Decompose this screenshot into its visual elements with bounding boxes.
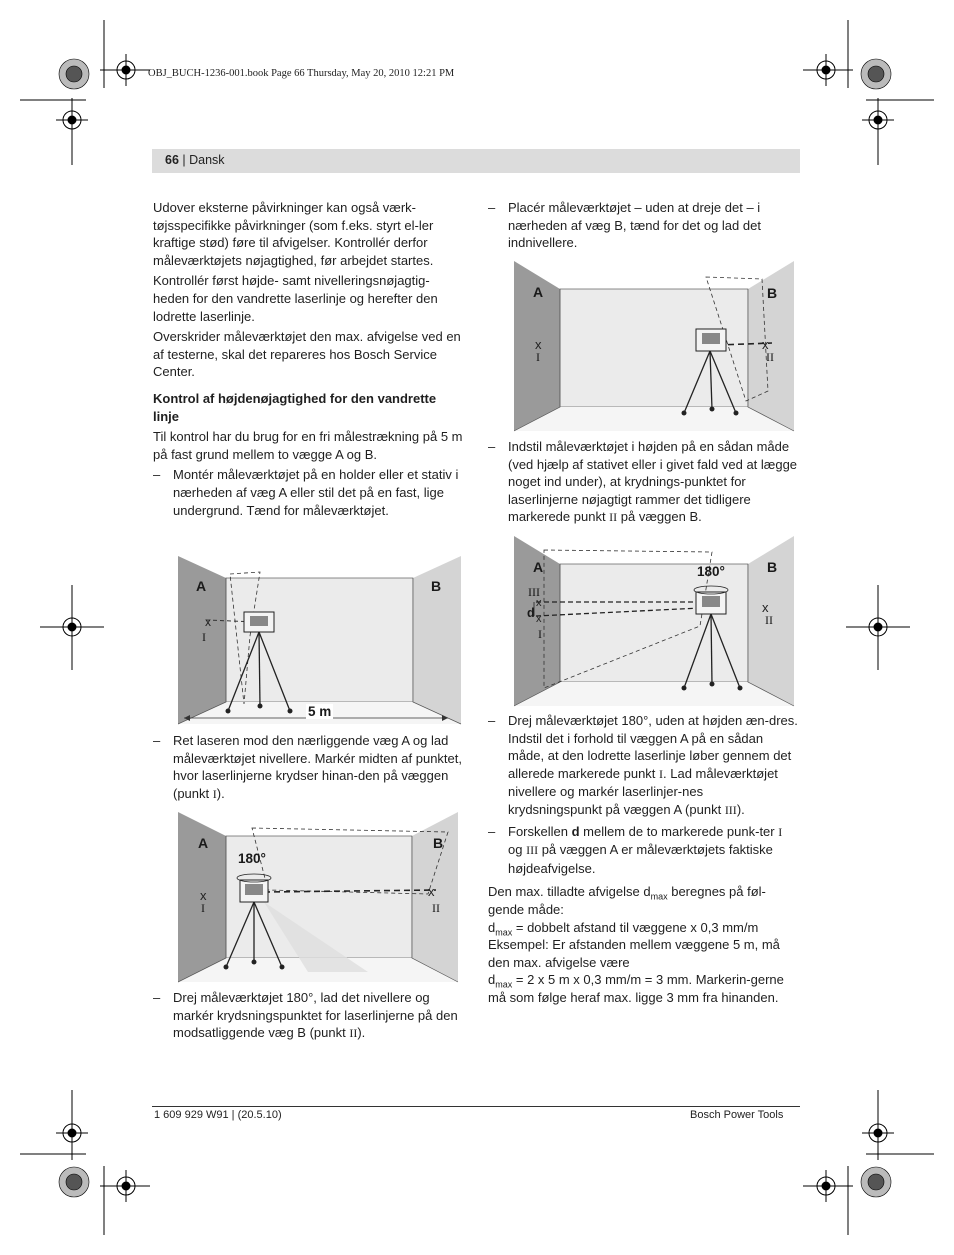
print-info: OBJ_BUCH-1236-001.book Page 66 Thursday, May 20, 2010 12:21 PM: [148, 68, 455, 79]
paragraph: Kontrollér først højde- samt nivelleringsnøjagtig-heden for den vandrette laserlinje og herefter den lodrette laserlinje.: [153, 273, 438, 324]
paragraph: Eksempel: Er afstanden mellem væggene 5 m, må den max. afvigelse være: [488, 937, 780, 970]
list-item: – Ret laseren mod den nærliggende væg A og lad måleværktøjet nivellere. Markér midten af punktet, hvor laserlinjerne krydser hinan-den på væggen (punkt I).: [153, 733, 462, 801]
point-b-label: II: [765, 613, 773, 627]
svg-text:x: x: [535, 337, 542, 352]
point-a-bottom-label: I: [538, 627, 542, 641]
header-separator: |: [178, 153, 190, 167]
wall-b-label: B: [767, 559, 778, 575]
list-item: – Placér måleværktøjet – uden at dreje det – i nærheden af væg B, tænd for det og lad det indnivellere.: [488, 200, 761, 251]
footer-brand: Bosch Power Tools: [690, 1109, 784, 1121]
section-title: Dansk: [189, 153, 225, 167]
paragraph: Den max. tilladte afvigelse $d_{max}$ beregnes på føl-gende måde:: [488, 884, 766, 917]
svg-text:x: x: [762, 600, 769, 615]
point-a-label: I: [536, 350, 540, 364]
wall-a-label: A: [533, 284, 544, 300]
point-a-label: I: [201, 901, 205, 915]
point-b-label: II: [432, 901, 440, 915]
point-b-label: II: [766, 350, 774, 364]
list-item: – Montér måleværktøjet på en holder eller et stativ i nærheden af væg A eller stil det på en fast, lige undergrund. Tænd for måleværktøjet.: [153, 467, 459, 518]
paragraph: Udover eksterne påvirkninger kan også værk-tøjsspecifikke påvirkninger (som f.eks. styrt el-ler kraftige stød) føre til afvigelser. Kontrollér derfor måleværktøjets nøjagtighed, før arbejdet startes.: [153, 200, 434, 268]
svg-text:x: x: [536, 613, 542, 625]
wall-b-label: B: [767, 285, 778, 301]
wall-b-label: B: [431, 578, 442, 594]
list-item: – Drej måleværktøjet 180°, lad det nivellere og markér krydsningspunktet for laserlinjerne på den modsatliggende væg B (punkt II).: [153, 990, 458, 1041]
angle-label: 180°: [238, 851, 266, 866]
formula: $d_{max}$ = dobbelt afstand til væggene x 0,3 mm/m: [488, 919, 759, 938]
distance-label: 5 m: [308, 704, 332, 719]
footer-doc-number: 1 609 929 W91 | (20.5.10): [154, 1109, 282, 1121]
page-number: 66: [165, 153, 179, 167]
formula: $d_{max} = 2$ x 5 m x 0,3 mm/m = 3 mm. Markerin-gerne må som følge heraf max. ligge 3 mm fra hinanden.: [488, 972, 784, 1005]
svg-text:x: x: [762, 337, 769, 352]
section-heading: Kontrol af højdenøjagtighed for den vandrette linje: [153, 390, 437, 424]
svg-text:x: x: [200, 888, 207, 903]
list-item: – Forskellen d mellem de to markerede punk-ter I og III på væggen A er måleværktøjets faktiske højdeafvigelse.: [488, 823, 783, 876]
wall-a-label: A: [198, 835, 209, 851]
point-a-top-label: III: [528, 585, 540, 599]
wall-a-label: A: [196, 578, 207, 594]
paragraph: Overskrider måleværktøjet den max. afvigelse ved en af testerne, skal det repareres hos Bosch Service Center.: [153, 329, 461, 380]
svg-text:x: x: [536, 597, 542, 609]
svg-text:x: x: [428, 884, 435, 899]
paragraph: Til kontrol har du brug for en fri målestrækning på 5 m på fast grund mellem to vægge A og B.: [153, 429, 463, 462]
list-item: – Drej måleværktøjet 180°, uden at højden æn-dres. Indstil det i forhold til væggen A på en sådan måde, at den lodrette laserlinje løber gennem det allerede markerede punkt I. Lad måleværktøjet nivellere og markér laserlinjer-nes krydsningspunkt på væggen A (punkt III).: [488, 713, 798, 817]
list-item: – Indstil måleværktøjet i højden på en sådan måde (ved hjælp af stativet eller i givet fald ved at lægge noget ind under), at krydnings-punktet for laserlinjerne nøjagtigt rammer det tidligere markerede punkt II på væggen B.: [488, 439, 798, 525]
point-label: I: [202, 630, 206, 644]
angle-label: 180°: [697, 564, 725, 579]
svg-text:x: x: [205, 615, 211, 629]
wall-a-label: A: [533, 559, 544, 575]
difference-label: d: [527, 606, 535, 620]
wall-b-label: B: [433, 835, 444, 851]
